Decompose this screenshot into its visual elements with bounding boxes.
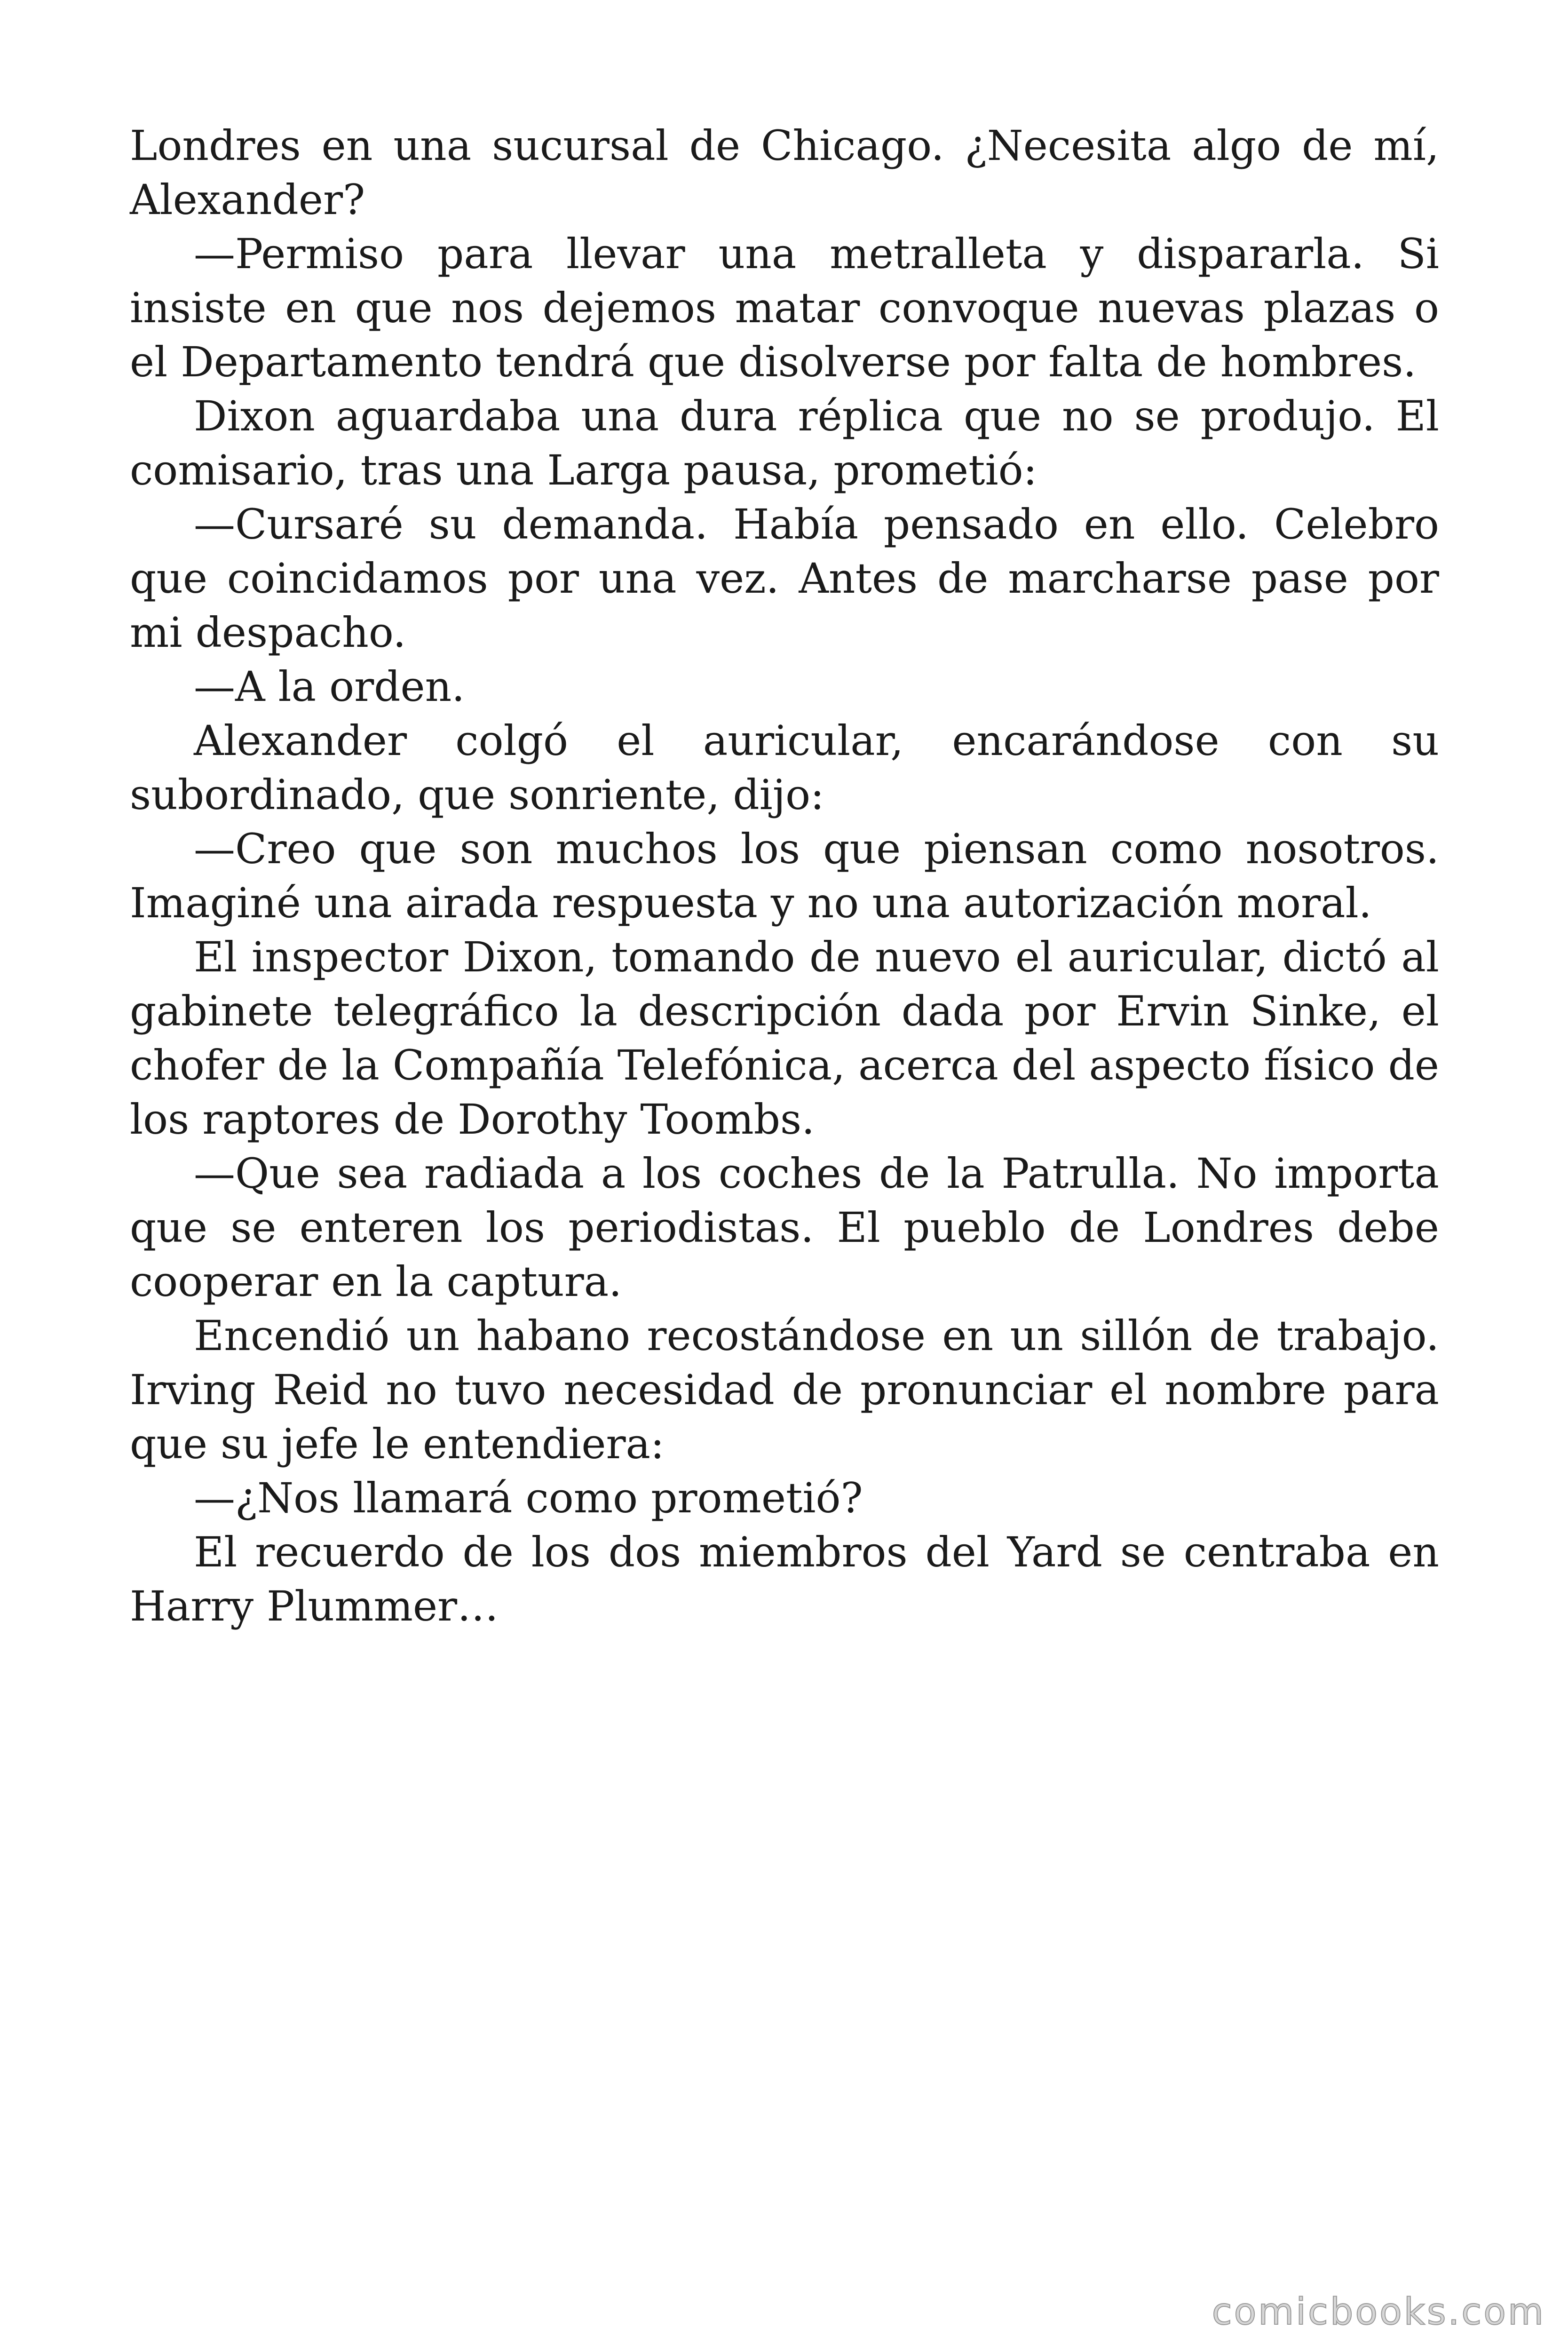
paragraph: Alexander colgó el auricular, encarándose con su subordinado, que sonriente, dijo: bbox=[130, 716, 1439, 819]
paragraph: Encendió un habano recostándose en un sillón de trabajo. Irving Reid no tuvo necesidad de pronunciar el nombre para que su jefe le entendiera: bbox=[130, 1311, 1439, 1468]
paragraph: El recuerdo de los dos miembros del Yard se centraba en Harry Plummer… bbox=[130, 1528, 1439, 1630]
paragraph: —¿Nos llamará como prometió? bbox=[194, 1474, 863, 1522]
paragraph: —Que sea radiada a los coches de la Patrulla. No importa que se enteren los periodistas. El pueblo de Londres debe cooperar en la captura. bbox=[130, 1149, 1439, 1306]
body-text bbox=[130, 119, 1439, 1633]
watermark: comicbooks.com bbox=[1212, 2291, 1545, 2333]
paragraph: —A la orden. bbox=[194, 662, 465, 711]
paragraph: El inspector Dixon, tomando de nuevo el auricular, dictó al gabinete telegráfico la descripción dada por Ervin Sinke, el chofer de la Compañía Telefónica, acerca del aspecto físico de los raptores de Dorothy Toombs. bbox=[130, 933, 1439, 1144]
paragraph: Dixon aguardaba una dura réplica que no se produjo. El comisario, tras una Larga pausa, prometió: bbox=[130, 392, 1439, 494]
paragraph: —Cursaré su demanda. Había pensado en ello. Celebro que coincidamos por una vez. Antes de marcharse pase por mi despacho. bbox=[130, 500, 1439, 657]
paragraph: —Permiso para llevar una metralleta y dispararla. Si insiste en que nos dejemos matar convoque nuevas plazas o el Departamento tendrá que disolverse por falta de hombres. bbox=[130, 230, 1439, 386]
paragraph: —Creo que son muchos los que piensan como nosotros. Imaginé una airada respuesta y no una autorización moral. bbox=[130, 825, 1439, 927]
paragraph: Londres en una sucursal de Chicago. ¿Necesita algo de mí, Alexander? bbox=[130, 121, 1439, 224]
